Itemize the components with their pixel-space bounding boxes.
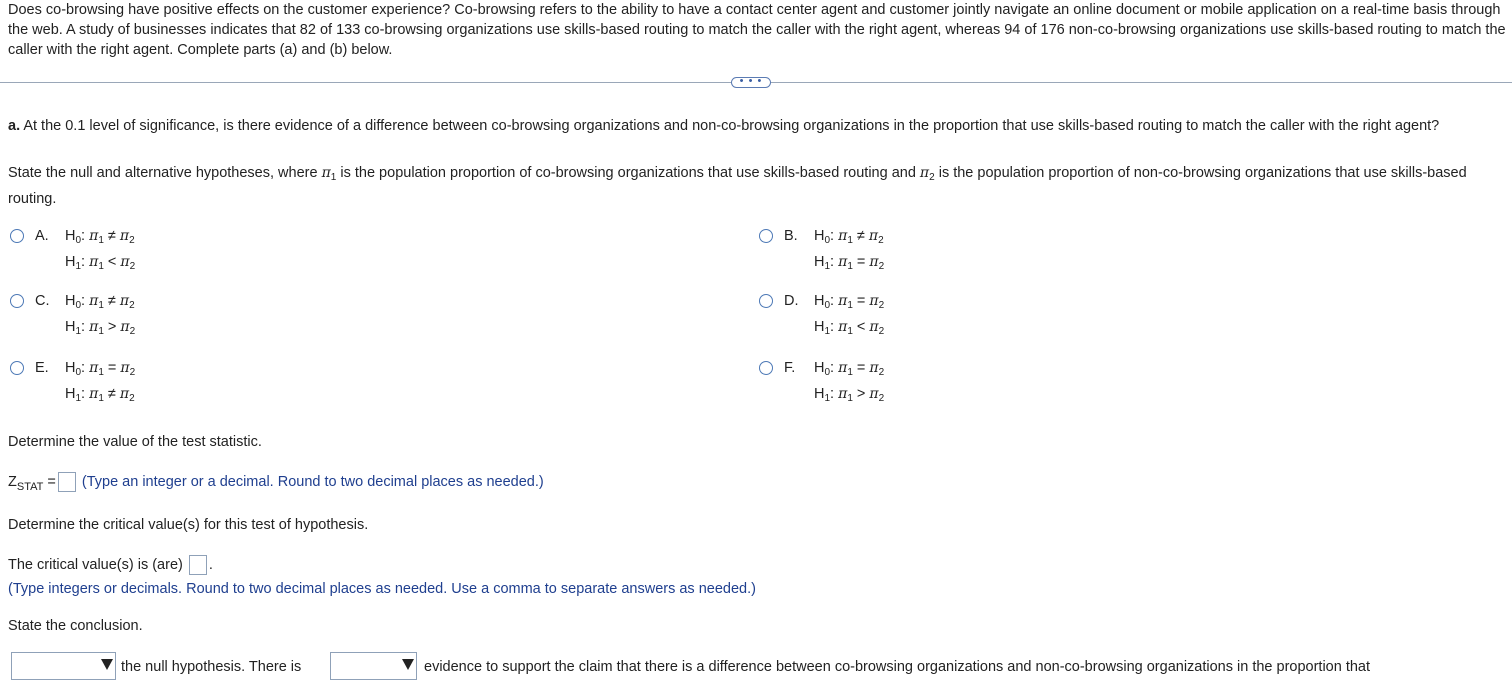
pi-symbol: π xyxy=(919,165,930,181)
show-more-button[interactable]: • • • xyxy=(731,77,771,88)
alternative-hypothesis: $H_1$: $\pi_1 > \pi_2$ xyxy=(65,319,136,337)
state-text-pre: State the null and alternative hypotheses, where xyxy=(8,165,318,181)
null-hypothesis: $H_0$: $\pi_1 \ne \pi_2$ xyxy=(65,228,135,246)
critical-prompt: Determine the critical value(s) for this test of hypothesis. xyxy=(8,517,369,533)
z-stat-input[interactable] xyxy=(58,472,76,492)
z-stat-hint: (Type an integer or a decimal. Round to two decimal places as needed.) xyxy=(81,473,544,490)
radio-button[interactable] xyxy=(10,361,24,375)
option-letter: A. xyxy=(35,228,49,244)
part-a-label: a. xyxy=(8,118,21,134)
state-text-mid: is the population proportion of co-browsing organizations that use skills-based routing and xyxy=(340,165,916,181)
state-text-post: is the population proportion of non-co-browsing organizations that use skills-based routing. xyxy=(8,165,1467,207)
alternative-hypothesis: $H_1$: $\pi_1 \ne \pi_2$ xyxy=(65,386,135,404)
hypothesis-instructions xyxy=(8,160,1503,212)
option-letter: F. xyxy=(784,360,796,376)
null-hypothesis: $H_0$: $\pi_1 \ne \pi_2$ xyxy=(814,228,884,246)
option-letter: D. xyxy=(784,293,799,309)
equals-sign: = xyxy=(47,473,56,490)
null-hypothesis: $H_0$: $\pi_1 = \pi_2$ xyxy=(814,360,885,378)
alternative-hypothesis: $H_1$: $\pi_1 = \pi_2$ xyxy=(814,254,885,272)
null-hypothesis: $H_0$: $\pi_1 \ne \pi_2$ xyxy=(65,293,135,311)
critical-value-input[interactable] xyxy=(189,555,207,575)
z-subscript: STAT xyxy=(16,480,44,493)
evidence-dropdown[interactable] xyxy=(330,652,417,680)
dropdown-arrow-icon xyxy=(101,659,113,670)
pi-symbol: π xyxy=(321,165,331,181)
radio-button[interactable] xyxy=(759,229,773,243)
option-letter: E. xyxy=(35,360,49,376)
radio-button[interactable] xyxy=(759,361,773,375)
part-a-question xyxy=(8,116,1503,136)
part-a-text: At the 0.1 level of significance, is there evidence of a difference between co-browsing organizations and non-co-browsing organizations in the proportion that use skills-based routing to match the caller with the right agent? xyxy=(23,118,1440,134)
option-letter: B. xyxy=(784,228,798,244)
critical-label: The critical value(s) is (are) xyxy=(8,556,183,573)
null-hypothesis: $H_0$: $\pi_1 = \pi_2$ xyxy=(65,360,136,378)
null-hypothesis: $H_0$: $\pi_1 = \pi_2$ xyxy=(814,293,885,311)
critical-row xyxy=(8,555,213,575)
reject-decision-dropdown[interactable] xyxy=(11,652,116,680)
test-stat-prompt: Determine the value of the test statistic. xyxy=(8,434,262,450)
critical-period: . xyxy=(208,556,213,573)
alternative-hypothesis: $H_1$: $\pi_1 < \pi_2$ xyxy=(65,254,136,272)
option-letter: C. xyxy=(35,293,50,309)
radio-button[interactable] xyxy=(10,294,24,308)
z-label: Z xyxy=(8,473,17,490)
conclusion-text-2: evidence to support the claim that there is a difference between co-browsing organizations and non-co-browsing organizations in the proportion that xyxy=(424,659,1371,675)
problem-intro: Does co-browsing have positive effects on the customer experience? Co-browsing refers to the ability to have a contact center agent and customer jointly navigate an online document or mobile application on a real-time basis through the web. A study of businesses indicates that 82 of 133 co-browsing organizations use skills-based routing to match the caller with the right agent, whereas 94 of 176 non-co-browsing organizations use skills-based routing to match the caller with the right agent. Complete parts (a) and (b) below. xyxy=(8,2,1506,58)
pi-subscript: 1 xyxy=(330,172,337,183)
alternative-hypothesis: $H_1$: $\pi_1 < \pi_2$ xyxy=(814,319,885,337)
conclusion-text-1: the null hypothesis. There is xyxy=(121,659,302,675)
critical-hint: (Type integers or decimals. Round to two decimal places as needed. Use a comma to separate answers as needed.) xyxy=(8,581,756,597)
pi-subscript: 2 xyxy=(929,172,935,183)
radio-button[interactable] xyxy=(10,229,24,243)
conclusion-prompt: State the conclusion. xyxy=(8,618,143,634)
dropdown-arrow-icon xyxy=(402,659,414,670)
radio-button[interactable] xyxy=(759,294,773,308)
alternative-hypothesis: $H_1$: $\pi_1 > \pi_2$ xyxy=(814,386,885,404)
test-stat-row xyxy=(8,472,544,493)
